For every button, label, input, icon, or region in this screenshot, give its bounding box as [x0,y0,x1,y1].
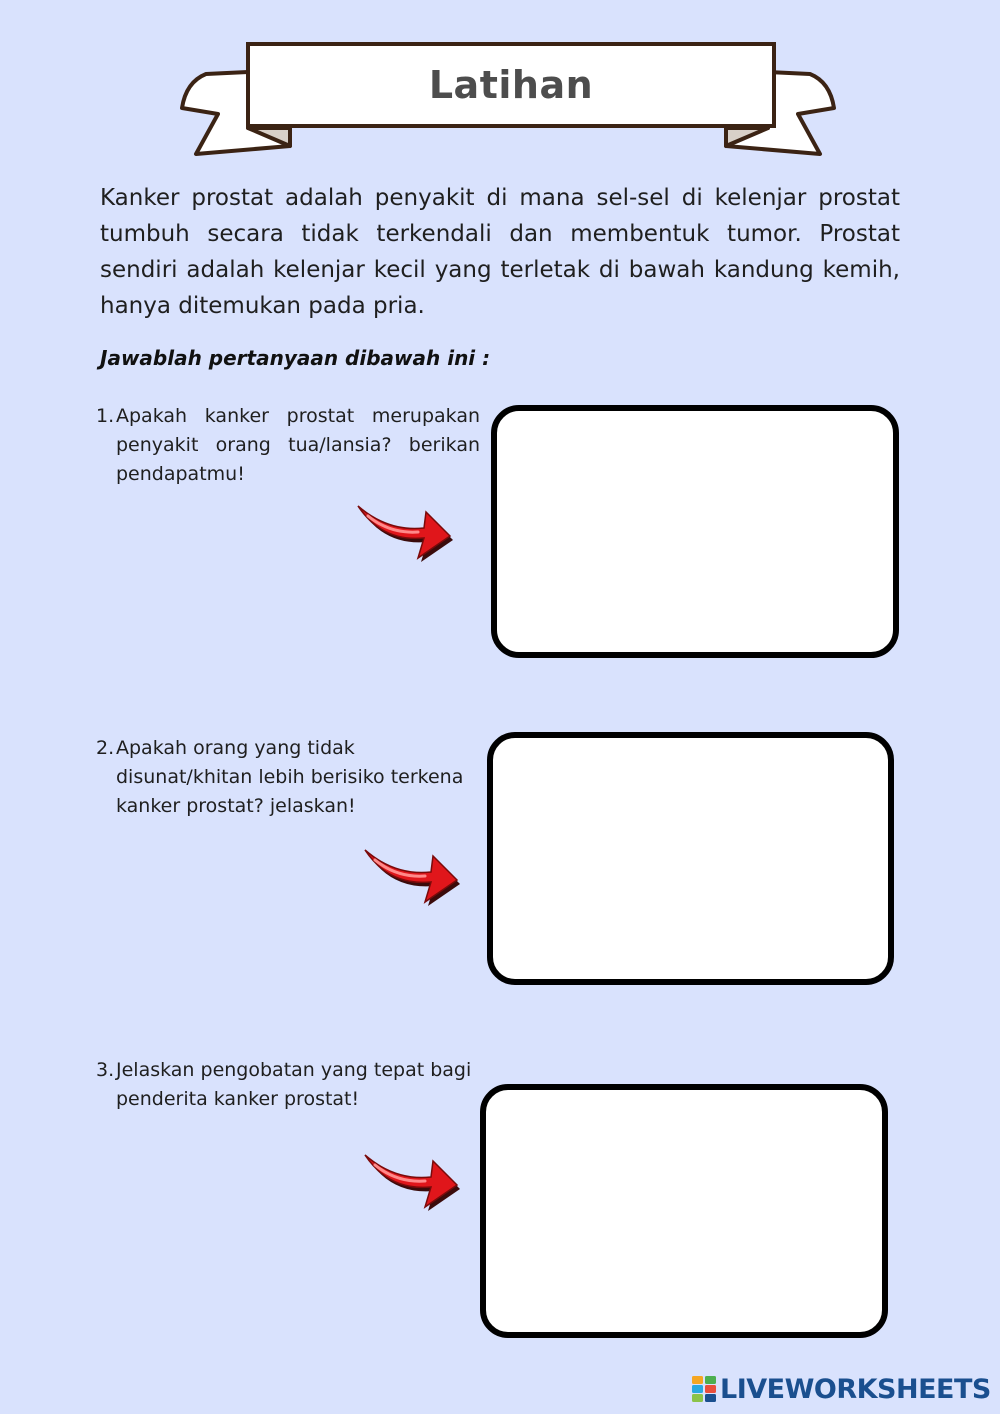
red-arrow-icon [354,498,454,564]
red-arrow-icon [361,842,461,908]
page-title: Latihan [428,63,594,107]
liveworksheets-logo-icon [692,1376,716,1402]
intro-paragraph: Kanker prostat adalah penyakit di mana sel-sel di kelenjar prostat tumbuh secara tidak terkendali dan membentuk tumor. Prostat sendiri adalah kelenjar kecil yang terletak di bawah kandung kemih, hanya ditemukan pada pria. [100,185,900,319]
question-text: Apakah kanker prostat merupakan penyakit orang tua/lansia? berikan pendapatmu! [116,405,480,485]
red-arrow-icon [361,1147,461,1213]
question-3 [96,1056,480,1114]
question-text: Apakah orang yang tidak disunat/khitan lebih berisiko terkena kanker prostat? jelaskan! [116,737,464,817]
liveworksheets-brand[interactable] [692,1372,991,1406]
question-2 [96,734,480,821]
answer-box-2[interactable] [487,732,894,985]
answer-box-1[interactable] [491,405,899,658]
instruction-heading: Jawablah pertanyaan dibawah ini : [100,346,491,370]
question-number: 3. [96,1059,115,1081]
brand-text: LIVEWORKSHEETS [720,1373,991,1405]
question-number: 1. [96,405,115,427]
answer-box-3[interactable] [480,1084,888,1338]
question-text: Jelaskan pengobatan yang tepat bagi penderita kanker prostat! [116,1059,472,1110]
question-number: 2. [96,737,115,759]
question-1 [96,402,480,489]
